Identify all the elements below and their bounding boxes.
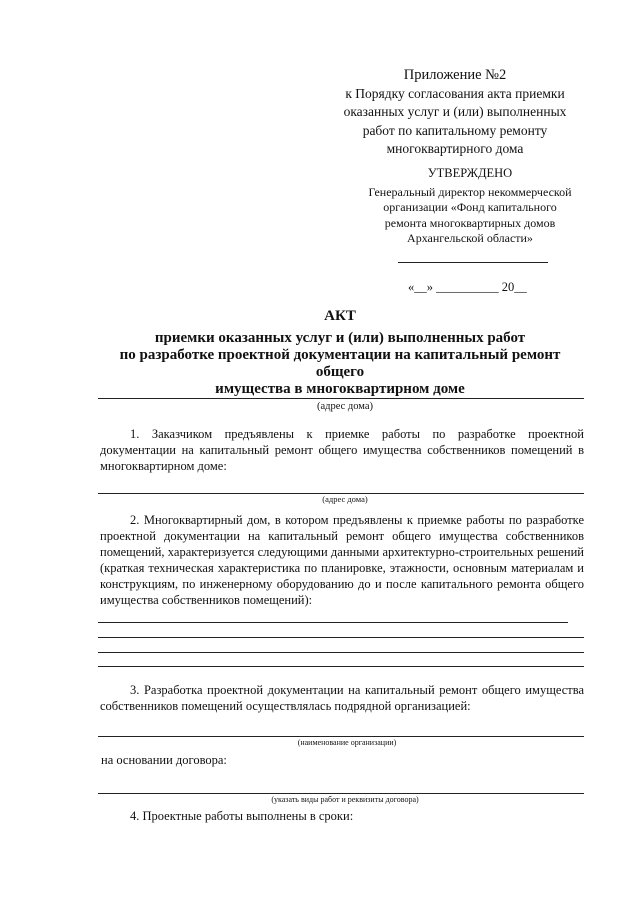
appendix-line: к Порядку согласования акта приемки: [345, 85, 565, 101]
contract-caption: (указать виды работ и реквизиты договора): [271, 795, 419, 804]
section-3-line: [98, 736, 584, 737]
section-3-caption: (наименование организации): [297, 738, 397, 747]
section-1-caption: (адрес дома): [322, 494, 368, 504]
approval-line: ремонта многоквартирных домов: [384, 215, 556, 230]
approval-heading: УТВЕРЖДЕНО: [427, 166, 513, 180]
approval-line: Генеральный директор некоммерческой: [368, 184, 572, 199]
approval-date-line: «__» __________ 20__: [408, 280, 527, 294]
section-1-text: 1. Заказчиком предъявлены к приемке работы по разработке проектной документации на капитальный ремонт общего имущества собственников помещений в многоквартирном доме:: [100, 427, 584, 473]
address-line: [98, 398, 584, 399]
act-subtitle-line: имущества в многоквартирном доме: [215, 381, 465, 397]
signature-line: [398, 262, 548, 263]
section-2-text: 2. Многоквартирный дом, в котором предъявлены к приемке работы по разработке проектной документации на капитальный ремонт общего имущества собственников помещений, характеризуется следующими данными архитектурно-строительных решений (краткая техническая характеристика по планировке, этажности, основным материалам и конструкциям, по инженерному оборудованию до и после капитального ремонта общего имущества собственников помещений):: [100, 513, 584, 607]
appendix-line: работ по капитальному ремонту: [362, 122, 548, 138]
section-2-line: [98, 666, 584, 667]
act-title-block: [95, 308, 585, 398]
section-2-line: [98, 637, 584, 638]
act-subtitle-line: по разработке проектной документации на капитальный ремонт общего: [119, 347, 561, 380]
appendix-line: многоквартирного дома: [386, 141, 524, 156]
act-subtitle-line: приемки оказанных услуг и (или) выполненных работ: [154, 330, 526, 346]
appendix-title: Приложение №2: [403, 67, 507, 83]
approval-block: [355, 166, 585, 247]
contract-label: на основании договора:: [101, 753, 227, 767]
appendix-block: [330, 66, 580, 159]
address-caption: (адрес дома): [316, 401, 374, 412]
approval-line: Архангельской области»: [407, 231, 533, 245]
section-3-text: 3. Разработка проектной документации на капитальный ремонт общего имущества собственников помещений осуществлялась подрядной организацией:: [100, 683, 584, 713]
approval-line: организации «Фонд капитального: [383, 200, 557, 214]
section-2-line: [98, 622, 568, 623]
appendix-line: оказанных услуг и (или) выполненных: [343, 104, 567, 119]
section-4-text: 4. Проектные работы выполнены в сроки:: [130, 809, 354, 823]
section-2-line: [98, 652, 584, 653]
contract-line: [98, 793, 584, 794]
act-heading: АКТ: [324, 308, 356, 324]
